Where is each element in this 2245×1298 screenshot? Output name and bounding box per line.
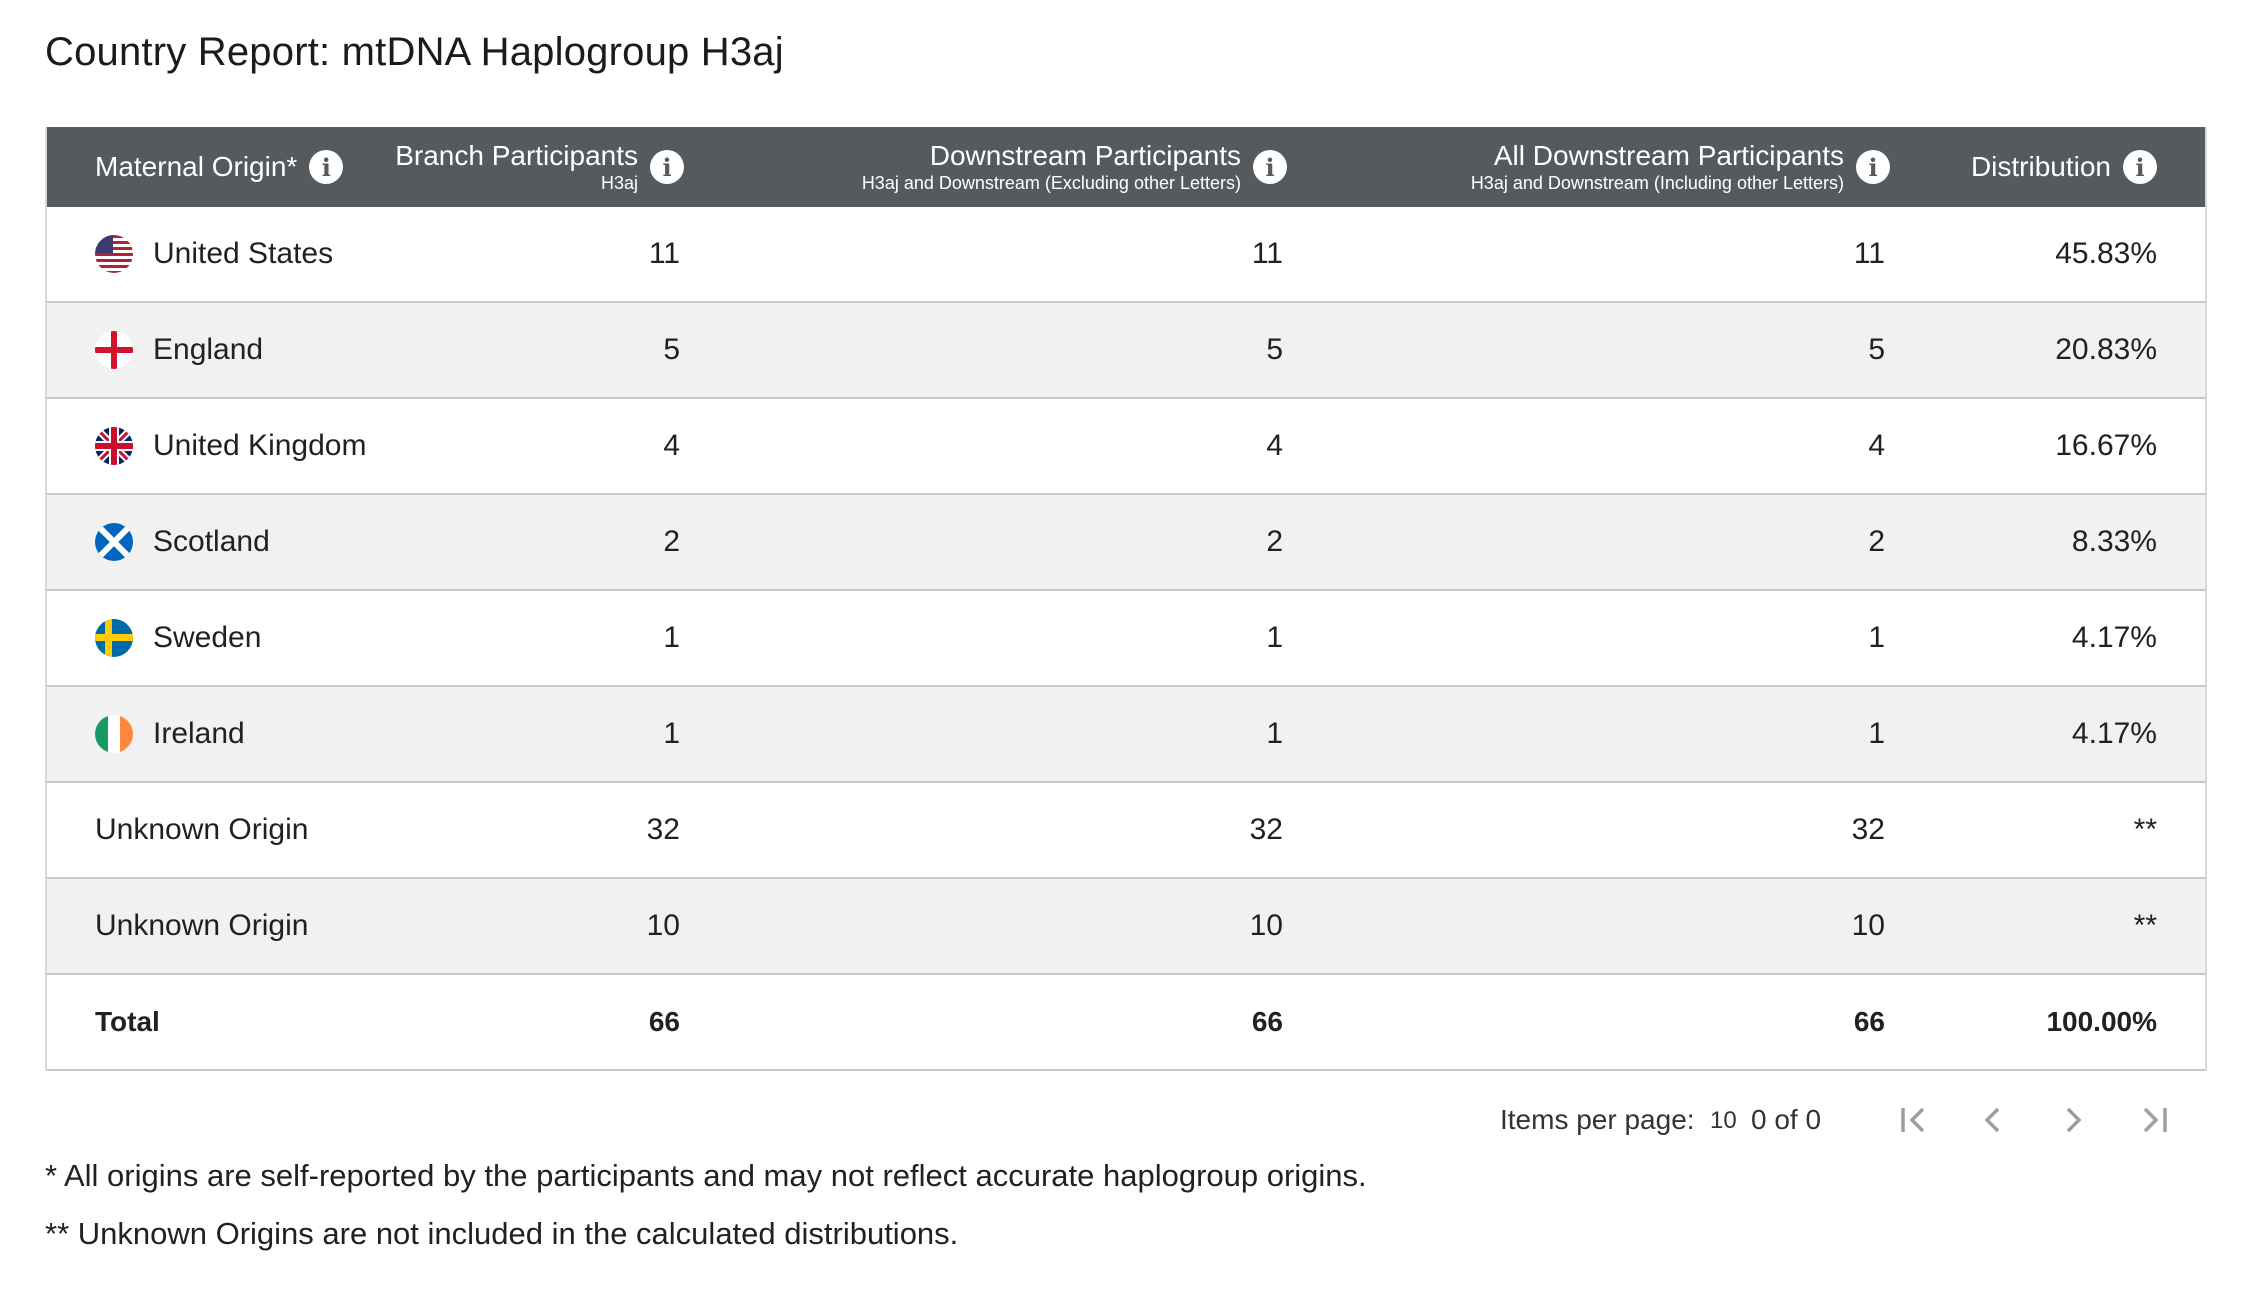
origin-cell [95,591,261,685]
total-row [47,975,2205,1071]
info-icon[interactable]: i [1253,150,1287,184]
table-row [47,207,2205,303]
first-page-icon[interactable] [1893,1098,1937,1142]
country-name: Ireland [153,717,245,750]
table-row [47,687,2205,783]
all-downstream-count: 1 [1868,621,1885,654]
header-sublabel: H3aj and Downstream (Including other Letters) [1470,173,1844,193]
header-sublabel: H3aj [600,173,638,193]
scotland-flag-icon [95,523,133,561]
header-label: All Downstream Participants [1493,140,1844,171]
last-page-icon[interactable] [2131,1098,2175,1142]
branch-count: 32 [646,813,680,846]
distribution-value: 4.17% [2071,621,2157,654]
origin-cell [95,687,245,781]
header-label: Downstream Participants [929,140,1241,171]
info-icon[interactable]: i [650,150,684,184]
origin-cell [95,207,333,301]
header-sublabel: H3aj and Downstream (Excluding other Letters) [861,173,1241,193]
total-label: Total [95,1006,160,1037]
info-icon[interactable]: i [2123,150,2157,184]
downstream-count: 1 [1266,717,1283,750]
downstream-count: 4 [1266,429,1283,462]
total-all-downstream-count: 66 [1853,1006,1885,1037]
all-downstream-count: 5 [1868,333,1885,366]
header-all-downstream-participants[interactable] [1471,127,1890,207]
branch-count: 4 [663,429,680,462]
all-downstream-count: 4 [1868,429,1885,462]
header-label: Branch Participants [395,140,638,171]
header-maternal-origin[interactable] [95,127,343,207]
distribution-value: 4.17% [2071,717,2157,750]
origin-cell [95,399,366,493]
header-label: Distribution [1970,151,2111,182]
branch-count: 5 [663,333,680,366]
distribution-value: 45.83% [2055,237,2157,270]
country-name: Unknown Origin [95,813,309,846]
downstream-count: 2 [1266,525,1283,558]
downstream-count: 10 [1249,909,1283,942]
us-flag-icon [95,235,133,273]
page-title: Country Report: mtDNA Haplogroup H3aj [45,30,784,74]
country-report-table [45,127,2207,1071]
total-downstream-count: 66 [1251,1006,1283,1037]
downstream-count: 1 [1266,621,1283,654]
footnote-self-reported: * All origins are self-reported by the participants and may not reflect accurate haplogroup origins. [45,1158,1367,1193]
origin-cell [95,879,308,973]
header-distribution[interactable] [1971,127,2157,207]
downstream-count: 11 [1251,237,1283,270]
branch-count: 2 [663,525,680,558]
country-name: Sweden [153,621,262,654]
table-row [47,399,2205,495]
table-header [47,127,2205,207]
origin-cell [95,783,308,877]
country-name: United States [153,237,334,270]
country-name: Unknown Origin [95,909,309,942]
prev-page-icon[interactable] [1971,1098,2015,1142]
items-per-page-select[interactable]: 10 [1710,1107,1737,1134]
origin-cell [95,495,270,589]
items-per-page-label: Items per page: [1500,1104,1695,1135]
downstream-count: 5 [1266,333,1283,366]
england-flag-icon [95,331,133,369]
total-branch-count: 66 [648,1006,680,1037]
page-range-label: 0 of 0 [1751,1104,1822,1135]
all-downstream-count: 1 [1868,717,1885,750]
ireland-flag-icon [95,715,133,753]
header-downstream-participants[interactable] [862,127,1287,207]
origin-cell [95,303,263,397]
all-downstream-count: 2 [1868,525,1885,558]
distribution-value: 8.33% [2071,525,2157,558]
all-downstream-count: 32 [1851,813,1885,846]
branch-count: 1 [663,621,680,654]
branch-count: 10 [646,909,680,942]
footnote-unknown-origins: ** Unknown Origins are not included in the calculated distributions. [45,1216,959,1251]
table-row [47,495,2205,591]
table-row [47,879,2205,975]
table-row [47,783,2205,879]
table-row [47,303,2205,399]
branch-count: 11 [648,237,680,270]
header-branch-participants[interactable] [395,127,684,207]
branch-count: 1 [663,717,680,750]
country-name: England [153,333,264,366]
all-downstream-count: 10 [1851,909,1885,942]
downstream-count: 32 [1249,813,1283,846]
distribution-value: ** [2133,909,2157,942]
header-label: Maternal Origin* [95,151,298,182]
sweden-flag-icon [95,619,133,657]
next-page-icon[interactable] [2051,1098,2095,1142]
uk-flag-icon [95,427,133,465]
total-distribution: 100.00% [2046,1006,2157,1037]
all-downstream-count: 11 [1853,237,1885,270]
country-name: United Kingdom [153,429,367,462]
distribution-value: 20.83% [2055,333,2157,366]
paginator [45,1092,2207,1152]
table-row [47,591,2205,687]
distribution-value: ** [2133,813,2157,846]
distribution-value: 16.67% [2055,429,2157,462]
info-icon[interactable]: i [1856,150,1890,184]
country-name: Scotland [153,525,270,558]
info-icon[interactable]: i [309,150,343,184]
